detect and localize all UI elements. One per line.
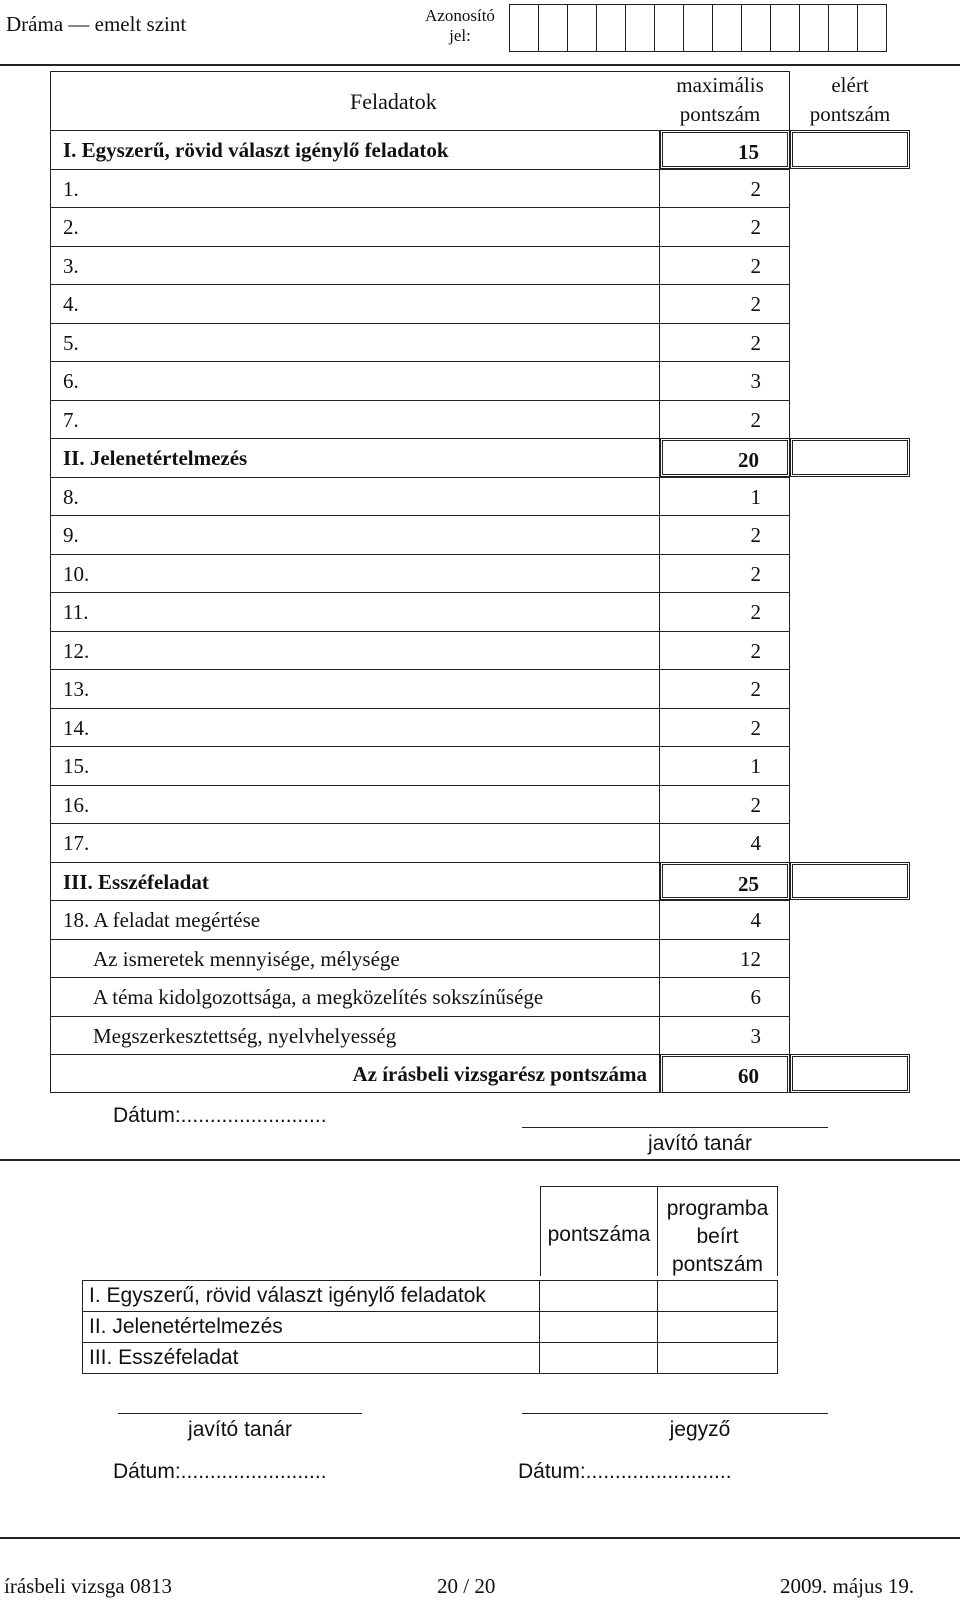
achieved-score-cell bbox=[790, 554, 910, 593]
task-label: 4. bbox=[50, 284, 660, 323]
achieved-score-cell bbox=[790, 207, 910, 246]
achieved-score-cell[interactable] bbox=[790, 1054, 910, 1093]
achieved-score-cell bbox=[790, 977, 910, 1016]
task-label: 7. bbox=[50, 400, 660, 439]
max-score-cell: 2 bbox=[660, 400, 790, 439]
summary-col-score-label: pontszáma bbox=[547, 1223, 651, 1246]
table-row bbox=[50, 361, 910, 400]
achieved-score-cell bbox=[790, 631, 910, 670]
id-label: Azonosító jel: bbox=[425, 6, 495, 45]
achieved-score-cell bbox=[790, 361, 910, 400]
table-row bbox=[50, 515, 910, 554]
summary-score-cell[interactable] bbox=[540, 1342, 658, 1374]
task-label: 5. bbox=[50, 323, 660, 362]
footer-exam-code: írásbeli vizsga 0813 bbox=[4, 1574, 172, 1598]
max-score-cell: 20 bbox=[660, 438, 790, 477]
table-row bbox=[50, 207, 910, 246]
max-score-cell: 6 bbox=[660, 977, 790, 1016]
section-rule bbox=[0, 1159, 960, 1161]
id-box[interactable] bbox=[625, 4, 655, 52]
table-rows bbox=[50, 130, 910, 1093]
achieved-score-cell bbox=[790, 669, 910, 708]
task-label: I. Egyszerű, rövid választ igénylő feladatok bbox=[50, 130, 660, 169]
table-row bbox=[50, 823, 910, 862]
task-label: Az írásbeli vizsgarész pontszáma bbox=[50, 1054, 660, 1093]
header-title: Dráma — emelt szint bbox=[6, 12, 187, 36]
table-row bbox=[50, 631, 910, 670]
col-header-achieved-score: elért pontszám bbox=[809, 73, 891, 126]
summary-col-entered: programba beírt pontszám bbox=[658, 1186, 778, 1276]
max-score-cell: 2 bbox=[660, 284, 790, 323]
max-score-cell: 1 bbox=[660, 746, 790, 785]
achieved-score-cell bbox=[790, 1016, 910, 1055]
achieved-score-cell bbox=[790, 592, 910, 631]
task-label: 8. bbox=[50, 477, 660, 516]
task-label: 2. bbox=[50, 207, 660, 246]
table-row bbox=[50, 939, 910, 978]
achieved-score-cell bbox=[790, 746, 910, 785]
table-row bbox=[50, 1016, 910, 1055]
achieved-score-cell bbox=[790, 477, 910, 516]
table-row bbox=[50, 669, 910, 708]
max-score-cell: 1 bbox=[660, 477, 790, 516]
task-label: Az ismeretek mennyisége, mélysége bbox=[50, 939, 660, 978]
id-box[interactable] bbox=[857, 4, 887, 52]
achieved-score-cell bbox=[790, 515, 910, 554]
signature-label-3: jegyző bbox=[669, 1418, 731, 1441]
table-row bbox=[50, 169, 910, 208]
summary-entered-cell[interactable] bbox=[658, 1311, 778, 1343]
task-label: 14. bbox=[50, 708, 660, 747]
achieved-score-cell bbox=[790, 900, 910, 939]
table-row bbox=[50, 554, 910, 593]
achieved-score-cell bbox=[790, 708, 910, 747]
id-box[interactable] bbox=[509, 4, 539, 52]
summary-row-label: II. Jelenetértelmezés bbox=[82, 1311, 540, 1343]
task-label: 16. bbox=[50, 785, 660, 824]
signature-label-1: javító tanár bbox=[648, 1132, 752, 1155]
table-row bbox=[50, 708, 910, 747]
max-score-cell: 2 bbox=[660, 323, 790, 362]
summary-row bbox=[82, 1280, 778, 1312]
task-label: 13. bbox=[50, 669, 660, 708]
summary-score-cell[interactable] bbox=[540, 1311, 658, 1343]
table-row bbox=[50, 862, 910, 901]
task-label: 10. bbox=[50, 554, 660, 593]
id-box[interactable] bbox=[654, 4, 684, 52]
table-row bbox=[50, 130, 910, 169]
max-score-cell: 3 bbox=[660, 1016, 790, 1055]
max-score-cell: 2 bbox=[660, 554, 790, 593]
id-box[interactable] bbox=[712, 4, 742, 52]
task-label: II. Jelenetértelmezés bbox=[50, 438, 660, 477]
task-label: III. Esszéfeladat bbox=[50, 862, 660, 901]
id-box[interactable] bbox=[683, 4, 713, 52]
footer-rule bbox=[0, 1537, 960, 1539]
max-score-cell: 2 bbox=[660, 207, 790, 246]
table-row bbox=[50, 323, 910, 362]
summary-score-cell[interactable] bbox=[540, 1280, 658, 1312]
id-boxes[interactable] bbox=[509, 4, 886, 52]
achieved-score-cell bbox=[790, 400, 910, 439]
max-score-cell: 2 bbox=[660, 515, 790, 554]
summary-row-label: I. Egyszerű, rövid választ igénylő feladatok bbox=[82, 1280, 540, 1312]
task-label: 15. bbox=[50, 746, 660, 785]
id-box[interactable] bbox=[538, 4, 568, 52]
signature-label-2: javító tanár bbox=[188, 1418, 292, 1441]
task-label: 17. bbox=[50, 823, 660, 862]
summary-entered-cell[interactable] bbox=[658, 1280, 778, 1312]
score-table bbox=[50, 71, 910, 1107]
id-box[interactable] bbox=[741, 4, 771, 52]
max-score-cell: 2 bbox=[660, 631, 790, 670]
summary-row bbox=[82, 1311, 778, 1343]
summary-row bbox=[82, 1342, 778, 1374]
task-label: Megszerkesztettség, nyelvhelyesség bbox=[50, 1016, 660, 1055]
task-label: 11. bbox=[50, 592, 660, 631]
table-row bbox=[50, 246, 910, 285]
achieved-score-cell[interactable] bbox=[790, 862, 910, 901]
achieved-score-cell bbox=[790, 823, 910, 862]
table-row bbox=[50, 1054, 910, 1093]
signature-line-2[interactable] bbox=[118, 1413, 362, 1414]
date-field-1[interactable]: Dátum:......................... bbox=[113, 1104, 327, 1127]
max-score-cell: 3 bbox=[660, 361, 790, 400]
col-header-tasks: Feladatok bbox=[350, 89, 437, 114]
task-label: 3. bbox=[50, 246, 660, 285]
footer-page-number: 20 / 20 bbox=[437, 1574, 496, 1598]
summary-col-score bbox=[540, 1186, 658, 1276]
table-row bbox=[50, 900, 910, 939]
max-score-cell: 60 bbox=[660, 1054, 790, 1093]
table-row bbox=[50, 438, 910, 477]
max-score-cell: 12 bbox=[660, 939, 790, 978]
table-row bbox=[50, 977, 910, 1016]
achieved-score-cell[interactable] bbox=[790, 438, 910, 477]
task-label: 12. bbox=[50, 631, 660, 670]
header-rule bbox=[0, 64, 960, 66]
table-row bbox=[50, 284, 910, 323]
date-field-2[interactable]: Dátum:......................... bbox=[113, 1460, 327, 1483]
summary-row-label: III. Esszéfeladat bbox=[82, 1342, 540, 1374]
achieved-score-cell bbox=[790, 323, 910, 362]
max-score-cell: 2 bbox=[660, 169, 790, 208]
date-field-3[interactable]: Dátum:......................... bbox=[518, 1460, 732, 1483]
table-row bbox=[50, 746, 910, 785]
id-box[interactable] bbox=[770, 4, 800, 52]
achieved-score-cell bbox=[790, 169, 910, 208]
task-label: A téma kidolgozottsága, a megközelítés sokszínűsége bbox=[50, 977, 660, 1016]
task-label: 1. bbox=[50, 169, 660, 208]
signature-line-3[interactable] bbox=[522, 1413, 828, 1414]
task-label: 9. bbox=[50, 515, 660, 554]
max-score-cell: 2 bbox=[660, 246, 790, 285]
achieved-score-cell bbox=[790, 284, 910, 323]
table-row bbox=[50, 400, 910, 439]
max-score-cell: 15 bbox=[660, 130, 790, 169]
achieved-score-cell[interactable] bbox=[790, 130, 910, 169]
signature-line-1[interactable] bbox=[522, 1127, 828, 1128]
max-score-cell: 2 bbox=[660, 785, 790, 824]
achieved-score-cell bbox=[790, 785, 910, 824]
task-label: 6. bbox=[50, 361, 660, 400]
id-box[interactable] bbox=[596, 4, 626, 52]
max-score-cell: 2 bbox=[660, 708, 790, 747]
table-row bbox=[50, 477, 910, 516]
max-score-cell: 4 bbox=[660, 823, 790, 862]
footer-date: 2009. május 19. bbox=[780, 1574, 915, 1598]
summary-entered-cell[interactable] bbox=[658, 1342, 778, 1374]
col-header-max-score: maximális pontszám bbox=[676, 73, 764, 126]
achieved-score-cell bbox=[790, 939, 910, 978]
id-box[interactable] bbox=[567, 4, 597, 52]
table-row bbox=[50, 592, 910, 631]
id-box[interactable] bbox=[799, 4, 829, 52]
achieved-score-cell bbox=[790, 246, 910, 285]
max-score-cell: 4 bbox=[660, 900, 790, 939]
max-score-cell: 25 bbox=[660, 862, 790, 901]
max-score-cell: 2 bbox=[660, 669, 790, 708]
max-score-cell: 2 bbox=[660, 592, 790, 631]
task-label: 18. A feladat megértése bbox=[50, 900, 660, 939]
id-box[interactable] bbox=[828, 4, 858, 52]
table-row bbox=[50, 785, 910, 824]
